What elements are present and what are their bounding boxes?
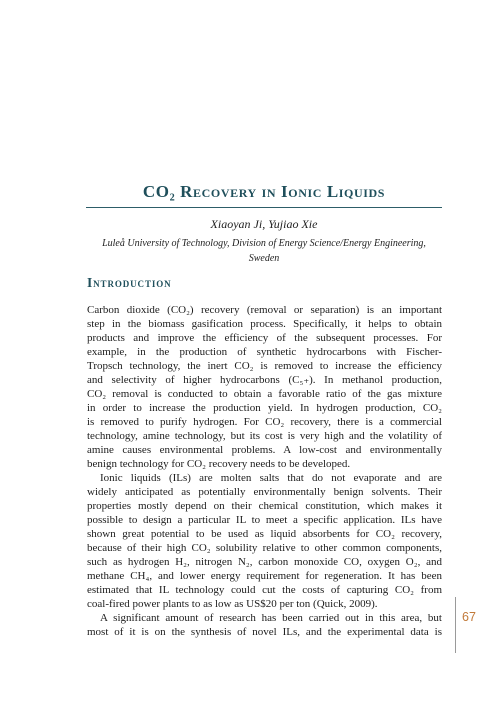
text-line: in order to increase the production yield. In hydrogen production, CO₂ xyxy=(87,402,442,414)
text-line: such as hydrogen H₂, nitrogen N₂, carbon monoxide CO, oxygen O₂, and xyxy=(87,556,442,568)
text-line: is removed to purify hydrogen. For CO₂ recovery, there is a commercial xyxy=(87,416,442,428)
paragraph xyxy=(87,611,442,639)
text-line: properties mostly depend on their chemical constitution, which makes it xyxy=(87,500,442,512)
text-line: shown great potential to be used as liquid absorbents for CO₂ recovery, xyxy=(87,528,442,540)
text-line: amine causes environmental problems. A low-cost and environmentally xyxy=(87,444,442,456)
text-line: technology, amine technology, but its cost is very high and the volatility of xyxy=(87,430,442,442)
text-line: because of their high CO₂ solubility relative to other common components, xyxy=(87,542,442,554)
chapter-title: CO₂ Recovery in Ionic Liquids xyxy=(142,182,386,201)
text-line: benign technology for CO₂ recovery needs to be developed. xyxy=(87,458,351,470)
text-line: example, in the production of synthetic hydrocarbons with Fischer- xyxy=(87,346,442,358)
affiliation-line: Luleå University of Technology, Division of Energy Science/Energy Engineering, xyxy=(102,238,426,249)
page-number: 67 xyxy=(462,610,476,624)
text-line: Ionic liquids (ILs) are molten salts that do not evaporate and are xyxy=(100,472,442,484)
paragraph xyxy=(87,471,442,611)
text-line: coal-fired power plants to as low as US$20 per ton (Quick, 2009). xyxy=(87,598,378,610)
text-line: Tropsch technology, the inert CO₂ is removed to increase the efficiency xyxy=(87,360,442,372)
page-number-divider xyxy=(455,597,456,653)
introduction-body xyxy=(87,303,442,639)
paragraph xyxy=(87,303,442,471)
text-line: Carbon dioxide (CO₂) recovery (removal or separation) is an important xyxy=(87,304,442,316)
text-line: CO₂ removal is conducted to obtain a favorable ratio of the gas mixture xyxy=(87,388,442,400)
chapter-authors: Xiaoyan Ji, Yujiao Xie xyxy=(210,217,318,231)
text-line: and selectivity of higher hydrocarbons (C₅₊). In methanol production, xyxy=(87,374,442,386)
text-line: A significant amount of research has been carried out in this area, but xyxy=(100,612,442,624)
text-line: most of it is on the synthesis of novel ILs, and the experimental data is xyxy=(87,626,442,638)
text-line: estimated that IL technology could cut the costs of capturing CO₂ from xyxy=(87,584,442,596)
affiliation-line: Sweden xyxy=(248,253,280,264)
author-affiliation xyxy=(80,236,448,266)
text-line: products and improve the efficiency of the subsequent processes. For xyxy=(87,332,442,344)
title-divider xyxy=(86,207,442,208)
section-heading-introduction: Introduction xyxy=(87,275,172,290)
text-line: possible to design a particular IL to meet a specific application. ILs have xyxy=(87,514,442,526)
text-line: widely anticipated as potentially environmentally benign solvents. Their xyxy=(87,486,442,498)
text-line: step in the biomass gasification process. Specifically, it helps to obtain xyxy=(87,318,442,330)
text-line: methane CH₄, and lower energy requirement for regeneration. It has been xyxy=(87,570,442,582)
